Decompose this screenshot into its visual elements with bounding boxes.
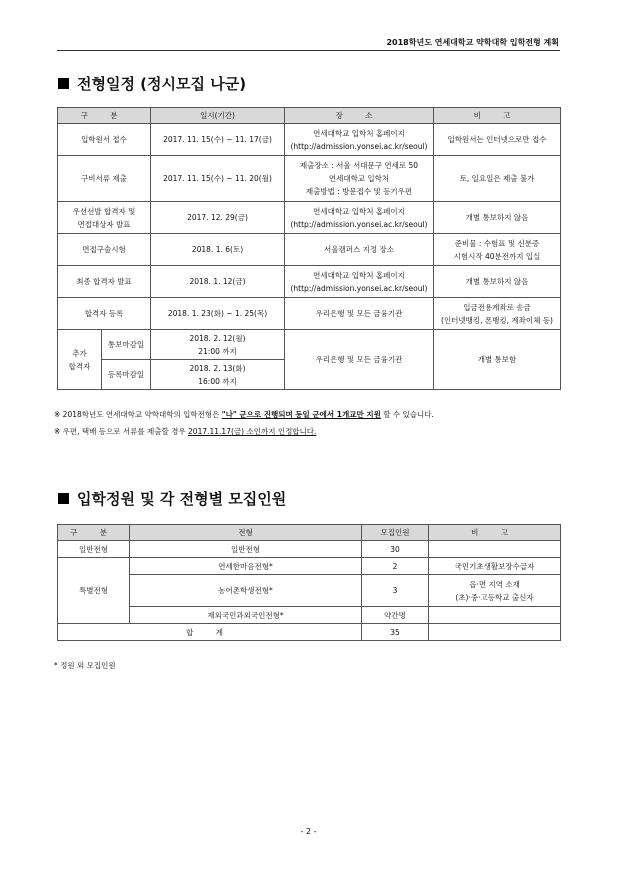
quota-section-title	[58, 488, 286, 509]
row-remark: 개별 통보함	[434, 330, 561, 390]
square-bullet-icon	[58, 78, 69, 89]
col-header-type: 전형	[130, 525, 362, 541]
row-type: 재외국민과외국인전형*	[130, 607, 362, 624]
remark-line: (초)·중·고등학교 출신자	[455, 592, 534, 602]
row-remark: 입학원서는 인터넷으로만 접수	[434, 124, 561, 156]
row-type: 연세한마음전형*	[130, 558, 362, 575]
row-category: 특별전형	[58, 558, 130, 624]
col-header-category: 구 분	[58, 108, 151, 124]
category-line: 면접대상자 발표	[77, 219, 131, 229]
row-remark: 개별 통보하지 않음	[434, 266, 561, 298]
additional-sub-label: 통보마감일	[102, 330, 151, 360]
date-line: 21:00 까지	[198, 346, 237, 356]
note-emphasis: "나" 군으로 진행되며 동일 군에서 1개교만 지원	[221, 410, 381, 419]
row-place: 서울캠퍼스 지정 장소	[285, 234, 434, 266]
quota-table	[57, 524, 561, 641]
place-line: 연세대학교 입학처 홈페이지	[313, 206, 405, 216]
additional-label	[58, 330, 102, 390]
quota-title-text: 입학정원 및 각 전형별 모집인원	[77, 490, 287, 508]
col-header-place: 장 소	[285, 108, 434, 124]
row-count: 2	[362, 558, 429, 575]
row-place	[285, 156, 434, 202]
table-row	[58, 156, 561, 202]
schedule-note-1	[54, 409, 434, 420]
row-category	[58, 202, 151, 234]
total-label: 합 계	[58, 624, 362, 641]
place-line: (http://admission.yonsei.ac.kr/seoul)	[290, 283, 428, 293]
row-remark	[429, 541, 561, 558]
table-row	[58, 607, 561, 624]
row-remark	[429, 575, 561, 607]
row-category: 일반전형	[58, 541, 130, 558]
col-header-remark: 비 고	[434, 108, 561, 124]
note-underline: 2017.11.17(금) 소인까지 인정합니다.	[188, 427, 317, 436]
row-remark: 국민기초생활보장수급자	[429, 558, 561, 575]
row-category: 입학원서 접수	[58, 124, 151, 156]
row-category: 최종 합격자 발표	[58, 266, 151, 298]
place-line: (http://admission.yonsei.ac.kr/seoul)	[290, 141, 428, 151]
row-type: 일반전형	[130, 541, 362, 558]
row-remark	[429, 607, 561, 624]
row-place: 우리은행 및 모든 금융기관	[285, 298, 434, 330]
row-date: 2017. 12. 29(금)	[151, 202, 285, 234]
header-divider	[57, 50, 560, 51]
schedule-header-row	[58, 108, 561, 124]
row-remark	[434, 298, 561, 330]
table-row	[58, 234, 561, 266]
remark-line: 읍·면 지역 소재	[469, 579, 520, 589]
category-line: 우선선발 합격자 및	[72, 206, 136, 216]
row-remark	[434, 234, 561, 266]
table-row	[58, 558, 561, 575]
col-header-remark: 비 고	[429, 525, 561, 541]
row-date: 2018. 1. 23(화) ~ 1. 25(목)	[151, 298, 285, 330]
note-text: ※ 2018학년도 연세대학교 약학대학의 입학전형은	[54, 410, 222, 419]
table-row	[58, 541, 561, 558]
schedule-section-title	[58, 73, 246, 94]
place-line: 연세대학교 입학처	[328, 174, 390, 183]
remark-line: 시험시작 40분전까지 입실	[453, 251, 541, 261]
row-category: 구비서류 제출	[58, 156, 151, 202]
col-header-category: 구 분	[58, 525, 130, 541]
note-text: ※ 우편, 택배 등으로 서류를 제출할 경우	[54, 427, 189, 436]
remark-line: 입금전용계좌로 송금	[463, 302, 531, 312]
schedule-note-2	[54, 426, 316, 437]
additional-label-line: 합격자	[68, 361, 91, 371]
date-line: 16:00 까지	[198, 376, 237, 386]
place-line: 제출방법 : 방문접수 및 등기우편	[305, 187, 413, 196]
square-bullet-icon	[58, 493, 69, 504]
schedule-title-text: 전형일정 (정시모집 나군)	[77, 75, 247, 93]
row-date: 2017. 11. 15(수) ~ 11. 17(금)	[151, 124, 285, 156]
page-number: - 2 -	[300, 827, 317, 836]
note-text: 할 수 있습니다.	[383, 410, 434, 419]
remark-line: 준비물 : 수험표 및 신분증	[454, 238, 540, 248]
col-header-date: 일시(기간)	[151, 108, 285, 124]
quota-note: * 정원 외 모집인원	[54, 661, 116, 670]
col-header-count: 모집인원	[362, 525, 429, 541]
row-date: 2017. 11. 15(수) ~ 11. 20(월)	[151, 156, 285, 202]
row-category: 면접구술시험	[58, 234, 151, 266]
table-row	[58, 330, 561, 360]
additional-label-line: 추가	[72, 348, 87, 358]
row-category: 합격자 등록	[58, 298, 151, 330]
row-date: 2018. 1. 6(토)	[151, 234, 285, 266]
table-row	[58, 202, 561, 234]
row-place	[285, 266, 434, 298]
row-type: 농어촌학생전형*	[130, 575, 362, 607]
table-row	[58, 266, 561, 298]
row-count: 3	[362, 575, 429, 607]
row-remark: 토, 일요일은 제출 불가	[434, 156, 561, 202]
row-remark: 개별 통보하지 않음	[434, 202, 561, 234]
date-line: 2018. 2. 12(월)	[189, 333, 246, 343]
place-line: 연세대학교 입학처 홈페이지	[313, 128, 405, 138]
additional-sub-label: 등록마감일	[102, 360, 151, 390]
table-row	[58, 124, 561, 156]
row-count: 약간명	[362, 607, 429, 624]
remark-line: (인터넷뱅킹, 폰뱅킹, 계좌이체 등)	[441, 315, 553, 325]
place-line: 연세대학교 입학처 홈페이지	[313, 270, 405, 280]
schedule-table	[57, 107, 561, 390]
quota-header-row	[58, 525, 561, 541]
table-row	[58, 298, 561, 330]
total-row	[58, 624, 561, 641]
total-remark	[429, 624, 561, 641]
place-line: 제출장소 : 서울 서대문구 연세로 50	[299, 161, 419, 170]
row-date: 2018. 1. 12(금)	[151, 266, 285, 298]
date-line: 2018. 2. 13(화)	[189, 363, 246, 373]
table-row	[58, 575, 561, 607]
place-line: (http://admission.yonsei.ac.kr/seoul)	[290, 219, 428, 229]
row-date	[151, 330, 285, 360]
row-place	[285, 124, 434, 156]
row-count: 30	[362, 541, 429, 558]
header-title: 2018학년도 연세대학교 약학대학 입학전형 계획	[386, 38, 559, 47]
total-count: 35	[362, 624, 429, 641]
row-place: 우리은행 및 모든 금융기관	[285, 330, 434, 390]
row-date	[151, 360, 285, 390]
row-place	[285, 202, 434, 234]
